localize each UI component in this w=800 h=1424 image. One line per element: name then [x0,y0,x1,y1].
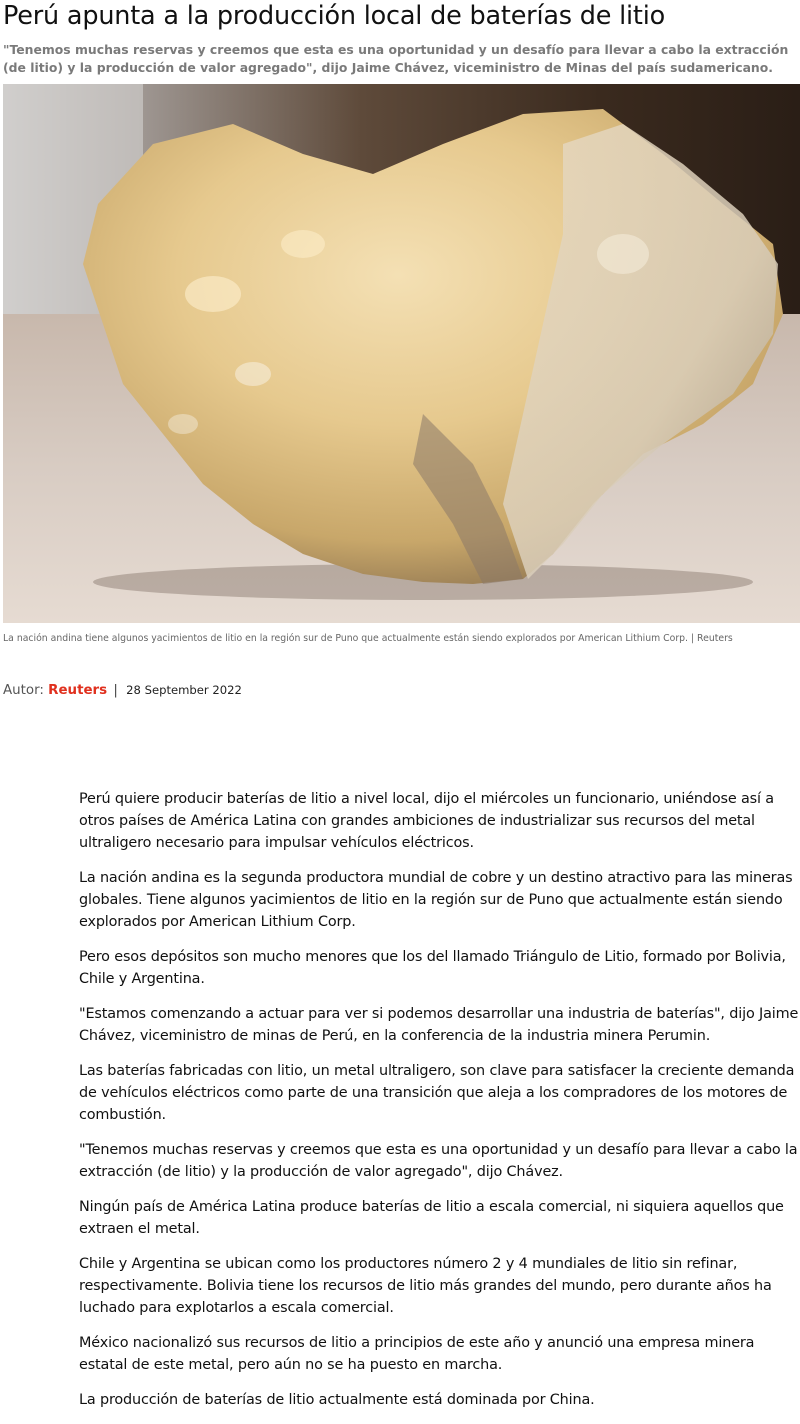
article-subheadline: "Tenemos muchas reservas y creemos que esta es una oportunidad y un desafío para llevar a cabo la extracción (de litio) y la producción de valor agregado", dijo Jaime Chávez, viceministro de Minas del país sudamericano. [3,42,789,75]
paragraph: Chile y Argentina se ubican como los productores número 2 y 4 mundiales de litio sin refinar, respectivamente. Bolivia tiene los recursos de litio más grandes del mundo, pero durante años ha luchado para explotarlos a escala comercial. [79,1256,772,1316]
paragraph: Las baterías fabricadas con litio, un metal ultraligero, son clave para satisfacer la creciente demanda de vehículos eléctricos como parte de una transición que aleja a los compradores de los motores de combustión. [79,1063,795,1123]
lithium-ore-photo [3,84,800,623]
paragraph: Pero esos depósitos son mucho menores que los del llamado Triángulo de Litio, formado por Bolivia, Chile y Argentina. [79,949,786,987]
byline-separator: | [113,683,118,698]
author-prefix: Autor: [3,683,44,698]
author-link[interactable]: Reuters [48,683,108,698]
photo-caption: La nación andina tiene algunos yacimientos de litio en la región sur de Puno que actualmente están siendo explorados por American Lithium Corp. | Reuters [3,633,733,644]
publish-date: 28 September 2022 [126,683,242,697]
paragraph: "Tenemos muchas reservas y creemos que esta es una oportunidad y un desafío para llevar a cabo la extracción (de litio) y la producción de valor agregado", dijo Chávez. [79,1142,798,1180]
paragraph: Ningún país de América Latina produce baterías de litio a escala comercial, ni siquiera aquellos que extraen el metal. [79,1199,784,1237]
article-headline: Perú apunta a la producción local de baterías de litio [3,1,665,31]
article-byline [3,681,242,700]
paragraph: Perú quiere producir baterías de litio a nivel local, dijo el miércoles un funcionario, uniéndose así a otros países de América Latina con grandes ambiciones de industrializar sus recursos del metal ultraligero necesario para impulsar vehículos eléctricos. [79,791,774,851]
article-body [79,788,799,1424]
paragraph: La nación andina es la segunda productora mundial de cobre y un destino atractivo para las mineras globales. Tiene algunos yacimientos de litio en la región sur de Puno que actualmente están siendo explorados por American Lithium Corp. [79,870,793,930]
paragraph: México nacionalizó sus recursos de litio a principios de este año y anunció una empresa minera estatal de este metal, pero aún no se ha puesto en marcha. [79,1335,755,1373]
paragraph: "Estamos comenzando a actuar para ver si podemos desarrollar una industria de baterías", dijo Jaime Chávez, viceministro de minas de Perú, en la conferencia de la industria minera Perumin. [79,1006,799,1044]
paragraph: La producción de baterías de litio actualmente está dominada por China. [79,1392,595,1408]
